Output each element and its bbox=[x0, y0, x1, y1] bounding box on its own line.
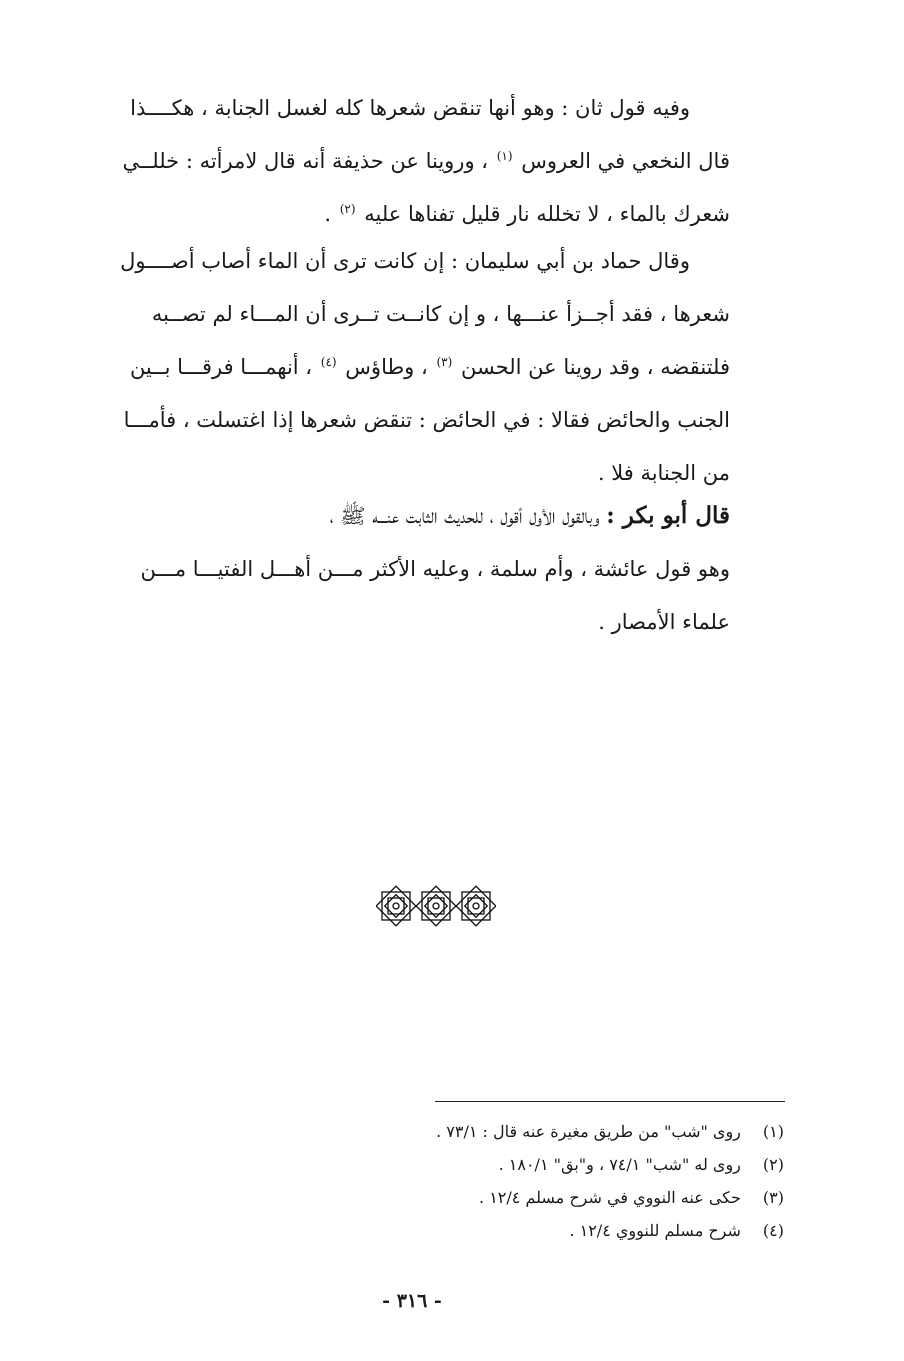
footnote-ref-4: (٤) bbox=[320, 355, 337, 369]
text-line bbox=[80, 489, 730, 543]
text-line: علماء الأمصار . bbox=[598, 610, 730, 634]
paragraph-1 bbox=[80, 82, 730, 241]
text-segment: . bbox=[324, 202, 332, 226]
footnote-3 bbox=[364, 1181, 784, 1214]
paragraph-3 bbox=[80, 489, 730, 649]
text-line: وفيه قول ثان : وهو أنها تنقض شعرها كله لغسل الجنابة ، هكــــذا bbox=[130, 96, 690, 120]
text-segment: شعرك بالماء ، لا تخلله نار قليل تفناها عليه bbox=[364, 202, 730, 226]
footnote-text: روى له "شب" ٧٤/١ ، و"بق" ١٨٠/١ . bbox=[498, 1155, 741, 1174]
footnote-number: (٤) bbox=[762, 1221, 784, 1240]
text-line: شعرها ، فقد أجــزأ عنـــها ، و إن كانــت تــرى أن المـــاء لم تصــبه bbox=[151, 302, 730, 326]
text-line bbox=[80, 341, 730, 394]
footnote-text: حكى عنه النووي في شرح مسلم ١٢/٤ . bbox=[479, 1188, 741, 1207]
footnote-text: روى "شب" من طريق مغيرة عنه قال : ٧٣/١ . bbox=[436, 1122, 741, 1141]
speaker-label: قال أبو بكر : bbox=[606, 502, 730, 529]
footnote-text: شرح مسلم للنووي ١٢/٤ . bbox=[569, 1221, 741, 1240]
text-segment: قال النخعي في العروس bbox=[521, 149, 730, 173]
footnote-4 bbox=[364, 1214, 784, 1247]
footnote-number: (٢) bbox=[762, 1155, 784, 1174]
footnote-ref-2: (٢) bbox=[339, 202, 356, 216]
text-segment: ، وروينا عن حذيفة أنه قال لامرأته : خللــي bbox=[122, 149, 489, 173]
footnotes bbox=[364, 1115, 784, 1247]
text-line bbox=[80, 135, 730, 188]
text-line bbox=[80, 188, 730, 241]
footnote-ref-3: (٣) bbox=[436, 355, 453, 369]
footnote-divider bbox=[435, 1101, 785, 1102]
text-line: من الجنابة فلا . bbox=[597, 461, 730, 485]
text-segment: ، وطاؤس bbox=[345, 355, 428, 379]
paragraph-2 bbox=[80, 235, 730, 500]
footnote-number: (١) bbox=[762, 1122, 784, 1141]
footnote-ref-1: (١) bbox=[496, 149, 513, 163]
footnote-1 bbox=[364, 1115, 784, 1148]
ornament-icon bbox=[376, 884, 496, 928]
text-line: وهو قول عائشة ، وأم سلمة ، وعليه الأكثر مـــن أهـــل الفتيـــا مـــن bbox=[140, 557, 730, 581]
text-segment: وبالقول الأول أقول ، للحديث الثابت عنـــه ﷺ ، bbox=[329, 504, 600, 528]
footnote-number: (٣) bbox=[762, 1188, 784, 1207]
page-number: - ٣١٦ - bbox=[382, 1290, 442, 1312]
text-line: وقال حماد بن أبي سليمان : إن كانت ترى أن الماء أصاب أصــــول bbox=[120, 249, 690, 273]
text-segment: ، أنهمـــا فرقـــا بــين bbox=[129, 355, 313, 379]
text-line: الجنب والحائض فقالا : في الحائض : تنقض شعرها إذا اغتسلت ، فأمـــا bbox=[123, 408, 730, 432]
footnote-2 bbox=[364, 1148, 784, 1181]
text-segment: فلتنقضه ، وقد روينا عن الحسن bbox=[460, 355, 730, 379]
